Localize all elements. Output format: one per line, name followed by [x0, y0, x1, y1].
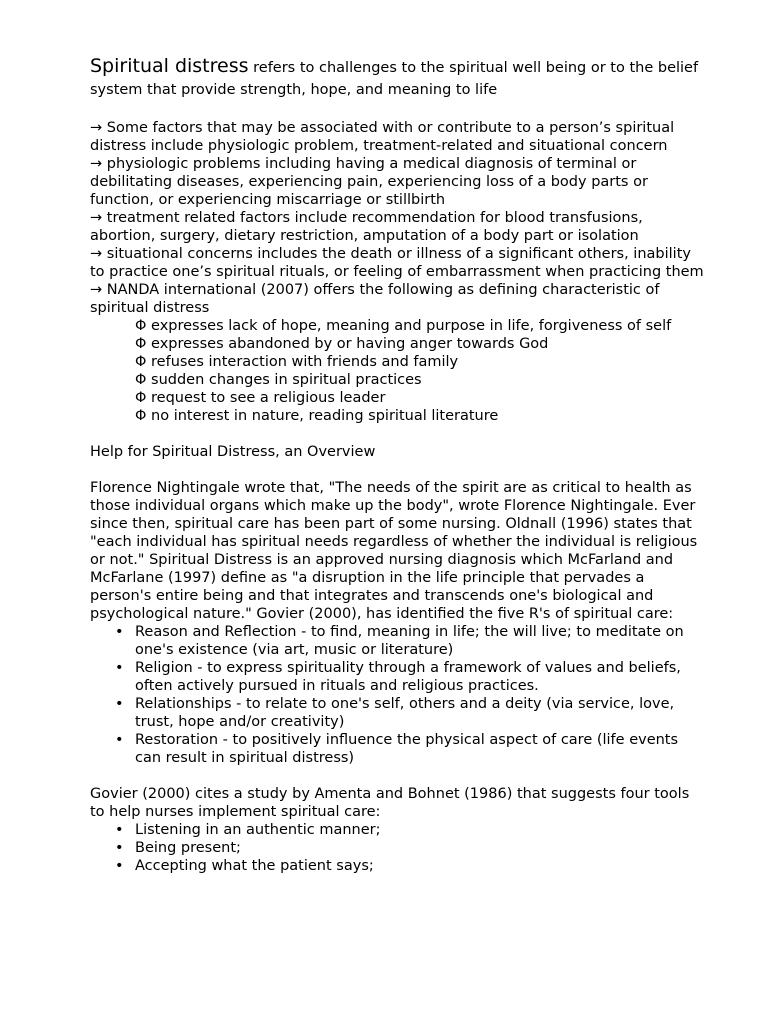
characteristic-item: Φ refuses interaction with friends and family	[135, 354, 459, 370]
spacer	[90, 101, 708, 119]
list-item: • Religion - to express spirituality through a framework of values and beliefs, often actively pursued in rituals and religious practices.	[135, 659, 708, 695]
factors-section	[90, 119, 708, 425]
document-title: Spiritual distress	[90, 55, 249, 77]
tools-paragraph: Govier (2000) cites a study by Amenta and Bohnet (1986) that suggests four tools to help nurses implement spiritual care:	[90, 786, 690, 820]
arrow-item: → Some factors that may be associated with or contribute to a person’s spiritual distress include physiologic problem, treatment-related and situational concern	[90, 120, 675, 154]
overview-paragraph: Florence Nightingale wrote that, "The needs of the spirit are as critical to health as those individual organs which make up the body", wrote Florence Nightingale. Ever since then, spiritual care has been part of some nursing. Oldnall (1996) states that "each individual has spiritual needs regardless of whether the individual is religious or not." Spiritual Distress is an approved nursing diagnosis which McFarland and McFarlane (1997) define as "a disruption in the life principle that pervades a person's entire being and that integrates and transcends one's biological and psychological nature." Govier (2000), has identified the five R's of spiritual care:	[90, 480, 698, 622]
spacer	[90, 425, 708, 443]
characteristic-item: Φ no interest in nature, reading spiritual literature	[135, 408, 499, 424]
characteristic-item: Φ sudden changes in spiritual practices	[135, 372, 422, 388]
list-item: • Being present;	[135, 839, 708, 857]
arrow-item: → NANDA international (2007) offers the following as defining characteristic of spiritual distress	[90, 282, 660, 316]
overview-heading: Help for Spiritual Distress, an Overview	[90, 444, 376, 460]
list-item: • Accepting what the patient says;	[135, 857, 708, 875]
tools-list	[90, 821, 708, 875]
arrow-item: → physiologic problems including having a medical diagnosis of terminal or debilitating diseases, experiencing pain, experiencing loss of a body parts or function, or experiencing miscarriage or stillbirth	[90, 156, 648, 208]
intro-paragraph	[90, 55, 708, 101]
list-item: • Reason and Reflection - to find, meaning in life; the will live; to meditate on one's existence (via art, music or literature)	[135, 623, 708, 659]
spacer	[90, 461, 708, 479]
characteristic-item: Φ request to see a religious leader	[135, 390, 386, 406]
list-item: • Restoration - to positively influence the physical aspect of care (life events can result in spiritual distress)	[135, 731, 708, 767]
spacer	[90, 767, 708, 785]
intro-text: refers to challenges to the spiritual well being or to the belief system that provide strength, hope, and meaning to life	[90, 60, 699, 98]
list-item: • Listening in an authentic manner;	[135, 821, 708, 839]
five-rs-list	[90, 623, 708, 767]
characteristic-item: Φ expresses abandoned by or having anger towards God	[135, 336, 549, 352]
arrow-item: → situational concerns includes the death or illness of a significant others, inability to practice one’s spiritual rituals, or feeling of embarrassment when practicing them	[90, 246, 704, 280]
arrow-item: → treatment related factors include recommendation for blood transfusions, abortion, surgery, dietary restriction, amputation of a body part or isolation	[90, 210, 643, 244]
list-item: • Relationships - to relate to one's self, others and a deity (via service, love, trust, hope and/or creativity)	[135, 695, 708, 731]
characteristic-item: Φ expresses lack of hope, meaning and purpose in life, forgiveness of self	[135, 318, 672, 334]
